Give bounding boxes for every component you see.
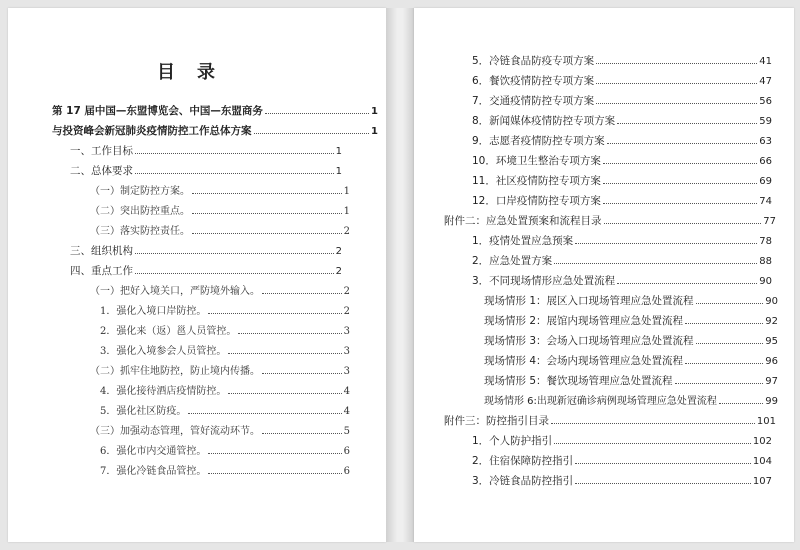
toc-entry: 7．强化冷链食品管控。 6 (100, 466, 350, 477)
toc-entry: （一）制定防控方案。 1 (90, 186, 350, 197)
toc-entry: 12．口岸疫情防控专项方案 74 (472, 195, 772, 207)
toc-entry: 3．强化入境参会人员管控。 3 (100, 346, 350, 357)
toc-entry: 3．不同现场情形应急处置流程 90 (472, 275, 772, 287)
toc-entry: （二）突出防控重点。 1 (90, 206, 350, 217)
toc-entry: 1．强化入境口岸防控。 2 (100, 306, 350, 317)
toc-entry: （三）落实防控责任。 2 (90, 226, 350, 237)
toc-entry: 4．强化接待酒店疫情防控。 4 (100, 386, 350, 397)
left-page (8, 8, 386, 542)
toc-entry: （一）把好入境关口，严防境外输入。 2 (90, 286, 350, 297)
toc-entry: 1．疫情处置应急预案 78 (472, 235, 772, 247)
toc-entry: 11．社区疫情防控专项方案 69 (472, 175, 772, 187)
toc-entry: 现场情形 3：会场入口现场管理应急处置流程 95 (484, 335, 778, 347)
toc-entry: 附件三：防控指引目录 101 (444, 415, 776, 427)
toc-entry: 7．交通疫情防控专项方案 56 (472, 95, 772, 107)
toc-entry: 现场情形 2：展馆内现场管理应急处置流程 92 (484, 315, 778, 327)
toc-title: 目录 (157, 62, 237, 83)
toc-entry: 一、工作目标 1 (70, 145, 342, 157)
toc-entry: 三、组织机构 2 (70, 245, 342, 257)
toc-entry: 2．强化来（返）邕人员管控。 3 (100, 326, 350, 337)
toc-entry: 现场情形 4：会场内现场管理应急处置流程 96 (484, 355, 778, 367)
toc-entry: （二）抓牢住地防控，防止境内传播。 3 (90, 366, 350, 377)
toc-entry: 9．志愿者疫情防控专项方案 63 (472, 135, 772, 147)
toc-entry: 8．新闻媒体疫情防控专项方案 59 (472, 115, 772, 127)
toc-entry: 现场情形 5：餐饮现场管理应急处置流程 97 (484, 375, 778, 387)
toc-entry: 附件二：应急处置预案和流程目录 77 (444, 215, 776, 227)
toc-entry: 1．个人防护指引 102 (472, 435, 772, 447)
book-gutter (386, 8, 414, 542)
toc-entry: 现场情形 1：展区入口现场管理应急处置流程 90 (484, 295, 778, 307)
toc-entry: 第 17 届中国—东盟博览会、中国—东盟商务 1 (52, 105, 378, 117)
toc-entry: 二、总体要求 1 (70, 165, 342, 177)
toc-entry: 2．住宿保障防控指引 104 (472, 455, 772, 467)
right-page (414, 8, 794, 542)
toc-entry: 5．强化社区防疫。 4 (100, 406, 350, 417)
toc-entry: 5．冷链食品防疫专项方案 41 (472, 55, 772, 67)
toc-entry: 四、重点工作 2 (70, 265, 342, 277)
toc-entry: 6．强化市内交通管控。 6 (100, 446, 350, 457)
toc-entry: 10．环境卫生整治专项方案 66 (472, 155, 772, 167)
toc-entry: 与投资峰会新冠肺炎疫情防控工作总体方案 1 (52, 125, 378, 137)
toc-entry: 6．餐饮疫情防控专项方案 47 (472, 75, 772, 87)
toc-entry: 现场情形 6:出现新冠确诊病例现场管理应急处置流程 99 (484, 396, 778, 407)
toc-entry: 2．应急处置方案 88 (472, 255, 772, 267)
toc-entry: 3．冷链食品防控指引 107 (472, 475, 772, 487)
toc-entry: （三）加强动态管理，管好流动环节。 5 (90, 426, 350, 437)
